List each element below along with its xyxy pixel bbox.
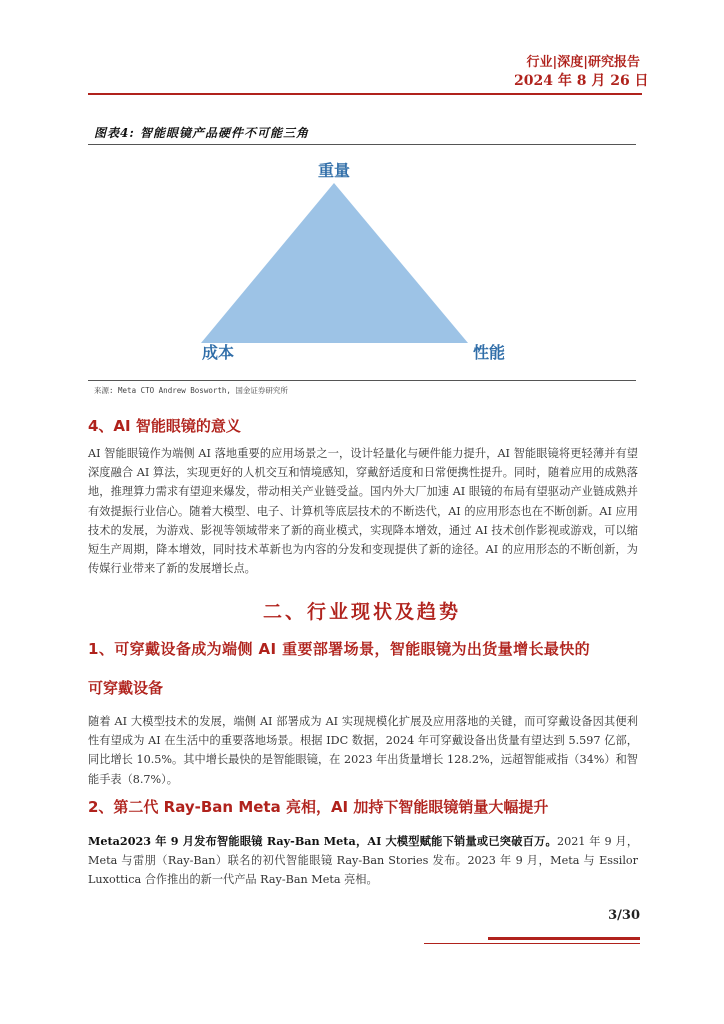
section-heading-wearables-line2: 可穿戴设备	[88, 679, 164, 697]
impossible-triangle	[201, 183, 468, 343]
section2-body: 2021 年 9 月，Meta 与雷朋（Ray-Ban）联名的初代智能眼镜 Ray-Ban Stories 发布。2023 年 9 月，Meta 与 Essilor Luxottica 合作推出的新一代产品 Ray-Ban Meta 亮相。	[88, 835, 639, 887]
section1-paragraph: 随着 AI 大模型技术的发展，端侧 AI 部署成为 AI 实现规模化扩展及应用落地的关键，而可穿戴设备因其便利性有望成为 AI 在生活中的重要落地场景。根据 IDC 数据，2024 年可穿戴设备出货量有望达到 5.597 亿部，同比增长 10.5%。其中增长最快的是智能眼镜，在 2023 年出货量增长 128.2%，远超智能戒指（34%）和智能手表（8.7%）。	[88, 715, 638, 786]
section-heading-ray-ban-meta: 2、第二代 Ray-Ban Meta 亮相，AI 加持下智能眼镜销量大幅提升	[88, 798, 549, 816]
triangle-label-performance: 性能	[473, 343, 506, 362]
section2-paragraph	[88, 832, 638, 890]
chapter-title: 二、行业现状及趋势	[262, 601, 461, 623]
header-divider	[88, 93, 642, 95]
impossible-triangle-diagram	[88, 145, 636, 380]
figure-bottom-rule	[88, 380, 636, 381]
figure-source: 来源: Meta CTO Andrew Bosworth, 国金证券研究所	[94, 386, 288, 395]
report-date: 2024 年 8 月 26 日	[514, 73, 649, 89]
section4-paragraph: AI 智能眼镜作为端侧 AI 落地重要的应用场景之一，设计轻量化与硬件能力提升，AI 智能眼镜将更轻薄并有望深度融合 AI 算法，实现更好的人机交互和情境感知，穿戴舒适度和日常便携性提升。同时，随着应用的成熟落地，推理算力需求有望迎来爆发，带动相关产业链受益。国内外大厂加速 AI 眼镜的布局有望驱动产业链成熟并有效提振行业信心。随着大模型、电子、计算机等底层技术的不断迭代，AI 的应用形态也在不断创新。AI 应用技术的发展，为游戏、影视等领域带来了新的商业模式，实现降本增效，通过 AI 技术创作影视或游戏，可以缩短生产周期，降本增效，同时技术革新也为内容的分发和变现提供了新的途径。AI 的应用形态的不断创新，为传媒行业带来了新的发展增长点。	[88, 447, 638, 576]
figure-title: 图表4: 智能眼镜产品硬件不可能三角	[94, 126, 309, 140]
triangle-label-weight: 重量	[318, 161, 351, 180]
section-heading-ai-glasses-significance: 4、AI 智能眼镜的意义	[88, 417, 241, 435]
section2-lead: Meta2023 年 9 月发布智能眼镜 Ray-Ban Meta，AI 大模型赋能下销量或已突破百万。	[88, 834, 557, 848]
triangle-label-cost: 成本	[202, 343, 235, 362]
footer-thin-rule	[424, 943, 640, 944]
footer-thick-rule	[488, 937, 640, 940]
section-heading-wearables-line1: 1、可穿戴设备成为端侧 AI 重要部署场景，智能眼镜为出货量增长最快的	[88, 640, 591, 658]
report-category: 行业|深度|研究报告	[526, 55, 640, 70]
page-number: 3/30	[608, 908, 640, 923]
